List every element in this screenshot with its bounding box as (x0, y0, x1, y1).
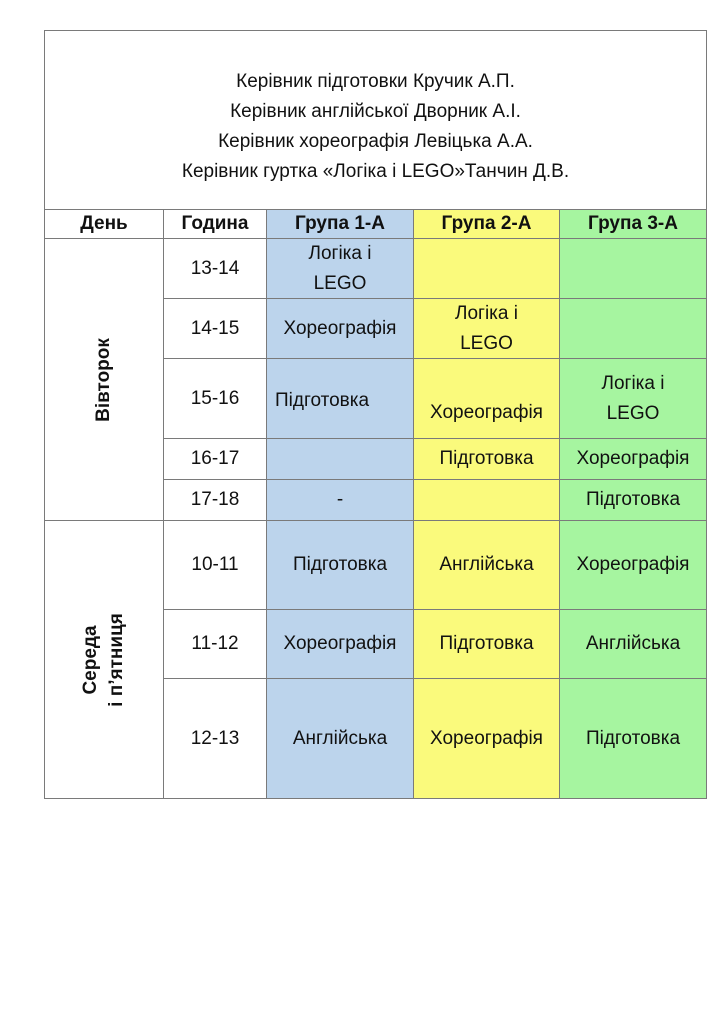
day-label-wed-fri-line2: і п’ятниця (105, 612, 127, 707)
schedule-cell-g3 (560, 239, 706, 299)
col-header-day: День (45, 210, 164, 239)
hour-cell: 14-15 (164, 299, 267, 359)
day-cell-wed-fri (45, 521, 164, 798)
schedule-cell-g2: Англійська (414, 521, 560, 610)
supervisor-line-english: Керівник англійської Дворник А.І. (230, 101, 521, 122)
supervisors-header (45, 31, 706, 210)
day-label-wed-fri-line1: Середа (79, 624, 101, 695)
schedule-cell-g3: Хореографія (560, 521, 706, 610)
schedule-cell-g1: - (267, 480, 414, 521)
hour-cell: 15-16 (164, 359, 267, 439)
schedule-sheet (44, 30, 707, 799)
schedule-cell-g1: Хореографія (267, 299, 414, 359)
schedule-cell-g1: Англійська (267, 679, 414, 798)
schedule-cell-g3: Логіка і LEGO (560, 359, 706, 439)
schedule-cell-g3: Підготовка (560, 679, 706, 798)
schedule-cell-g1: Підготовка (267, 359, 414, 439)
day-label-tuesday: Вівторок (93, 337, 114, 422)
schedule-cell-g3: Хореографія (560, 439, 706, 480)
schedule-cell-g2: Хореографія (414, 359, 560, 439)
schedule-cell-g1: Підготовка (267, 521, 414, 610)
col-header-group-3a: Група 3-А (560, 210, 706, 239)
supervisor-line-lego: Керівник гуртка «Логіка і LEGO»Танчин Д.В. (181, 161, 570, 182)
day-label-wed-fri (78, 613, 130, 707)
hour-cell: 16-17 (164, 439, 267, 480)
schedule-cell-g3: Підготовка (560, 480, 706, 521)
schedule-cell-g1: Логіка і LEGO (267, 239, 414, 299)
supervisor-line-prep: Керівник підготовки Кручик А.П. (236, 71, 515, 92)
schedule-cell-g2 (414, 239, 560, 299)
hour-cell: 13-14 (164, 239, 267, 299)
schedule-cell-g2 (414, 480, 560, 521)
schedule-cell-g2: Логіка і LEGO (414, 299, 560, 359)
hour-cell: 17-18 (164, 480, 267, 521)
col-header-hour: Година (164, 210, 267, 239)
hour-cell: 11-12 (164, 610, 267, 679)
schedule-cell-g2: Підготовка (414, 439, 560, 480)
hour-cell: 12-13 (164, 679, 267, 798)
supervisor-line-choreography: Керівник хореографія Левіцька А.А. (218, 131, 533, 152)
schedule-cell-g2: Підготовка (414, 610, 560, 679)
schedule-cell-g1 (267, 439, 414, 480)
schedule-cell-g2: Хореографія (414, 679, 560, 798)
schedule-cell-g3: Англійська (560, 610, 706, 679)
schedule-cell-g1: Хореографія (267, 610, 414, 679)
schedule-cell-g3 (560, 299, 706, 359)
day-cell-tuesday (45, 239, 164, 521)
col-header-group-2a: Група 2-А (414, 210, 560, 239)
hour-cell: 10-11 (164, 521, 267, 610)
col-header-group-1a: Група 1-А (267, 210, 414, 239)
